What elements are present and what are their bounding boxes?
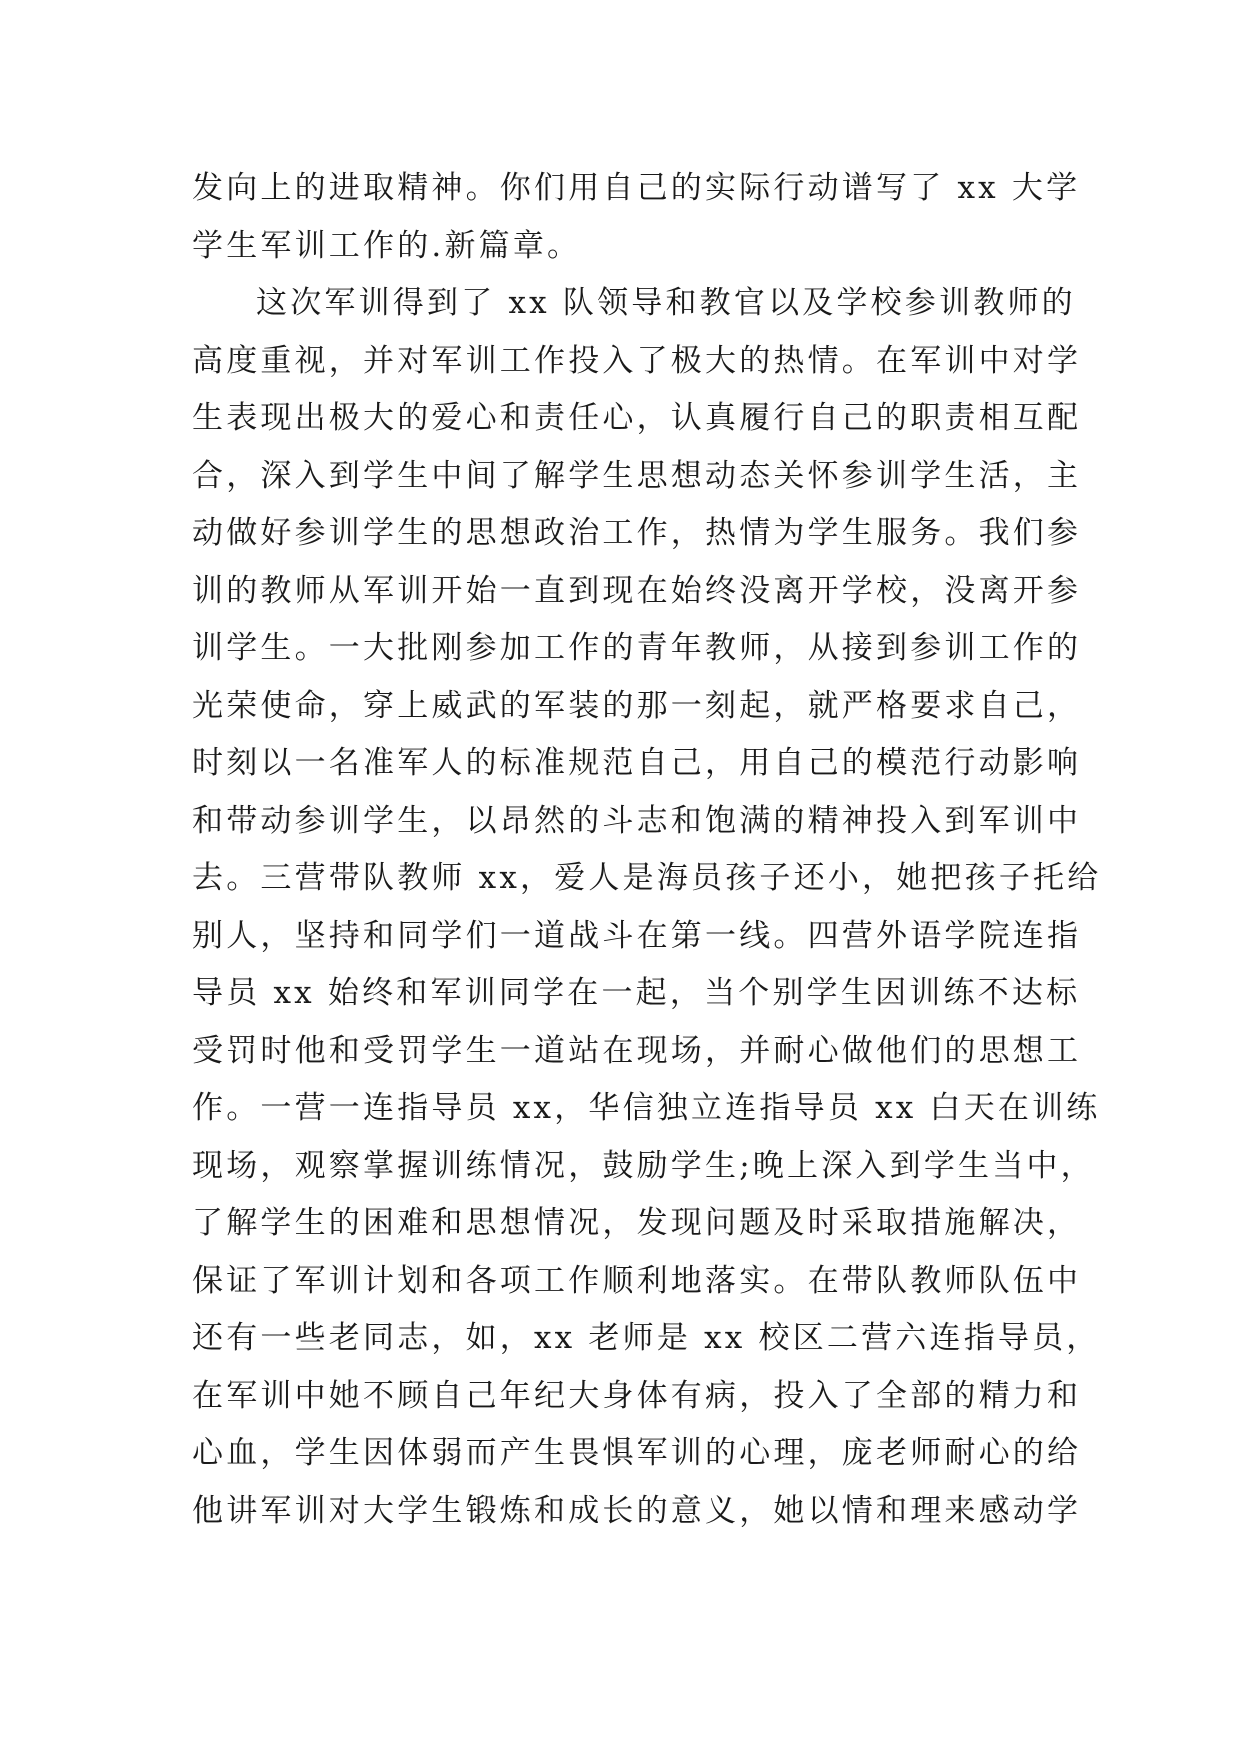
text-line-10: 光荣使命，穿上威武的军装的那一刻起，就严格要求自己， [192,687,1082,724]
text-line-15: 导员 xx 始终和军训同学在一起，当个别学生因训练不达标 [192,975,1081,1011]
text-line-17: 作。一营一连指导员 xx，华信独立连指导员 xx 白天在训练 [192,1090,1101,1126]
text-line-1: 发向上的进取精神。你们用自己的实际行动谱写了 xx 大学 [192,170,1081,206]
text-line-18: 现场，观察掌握训练情况，鼓励学生;晚上深入到学生当中， [192,1147,1095,1184]
text-line-23: 心血，学生因体弱而产生畏惧军训的心理，庞老师耐心的给 [192,1435,1082,1471]
text-line-2: 学生军训工作的.新篇章。 [192,227,582,264]
body-text [192,160,1102,1540]
text-line-11: 时刻以一名准军人的标准规范自己，用自己的模范行动影响 [192,745,1082,781]
text-line-16: 受罚时他和受罚学生一道站在现场，并耐心做他们的思想工 [192,1032,1082,1069]
text-line-24: 他讲军训对大学生锻炼和成长的意义，她以情和理来感动学 [192,1492,1082,1529]
text-line-13: 去。三营带队教师 xx，爱人是海员孩子还小，她把孩子托给 [192,860,1102,896]
text-line-9: 训学生。一大批刚参加工作的青年教师，从接到参训工作的 [192,630,1082,666]
text-line-4: 高度重视，并对军训工作投入了极大的热情。在军训中对学 [192,342,1082,379]
text-line-20: 保证了军训计划和各项工作顺利地落实。在带队教师队伍中 [192,1262,1082,1299]
text-line-5: 生表现出极大的爱心和责任心，认真履行自己的职责相互配 [192,400,1082,436]
text-line-6: 合，深入到学生中间了解学生思想动态关怀参训学生活，主 [192,457,1082,494]
text-line-7: 动做好参训学生的思想政治工作，热情为学生服务。我们参 [192,515,1082,551]
paragraph-start-line: 这次军训得到了 xx 队领导和教官以及学校参训教师的 [256,285,1076,321]
text-line-14: 别人，坚持和同学们一道战斗在第一线。四营外语学院连指 [192,917,1082,954]
text-line-12: 和带动参训学生，以昂然的斗志和饱满的精神投入到军训中 [192,802,1082,839]
text-line-19: 了解学生的困难和思想情况，发现问题及时采取措施解决， [192,1205,1082,1241]
text-line-21: 还有一些老同志，如，xx 老师是 xx 校区二营六连指导员， [192,1320,1101,1356]
text-line-22: 在军训中她不顾自己年纪大身体有病，投入了全部的精力和 [192,1377,1082,1414]
text-line-8: 训的教师从军训开始一直到现在始终没离开学校，没离开参 [192,572,1082,609]
